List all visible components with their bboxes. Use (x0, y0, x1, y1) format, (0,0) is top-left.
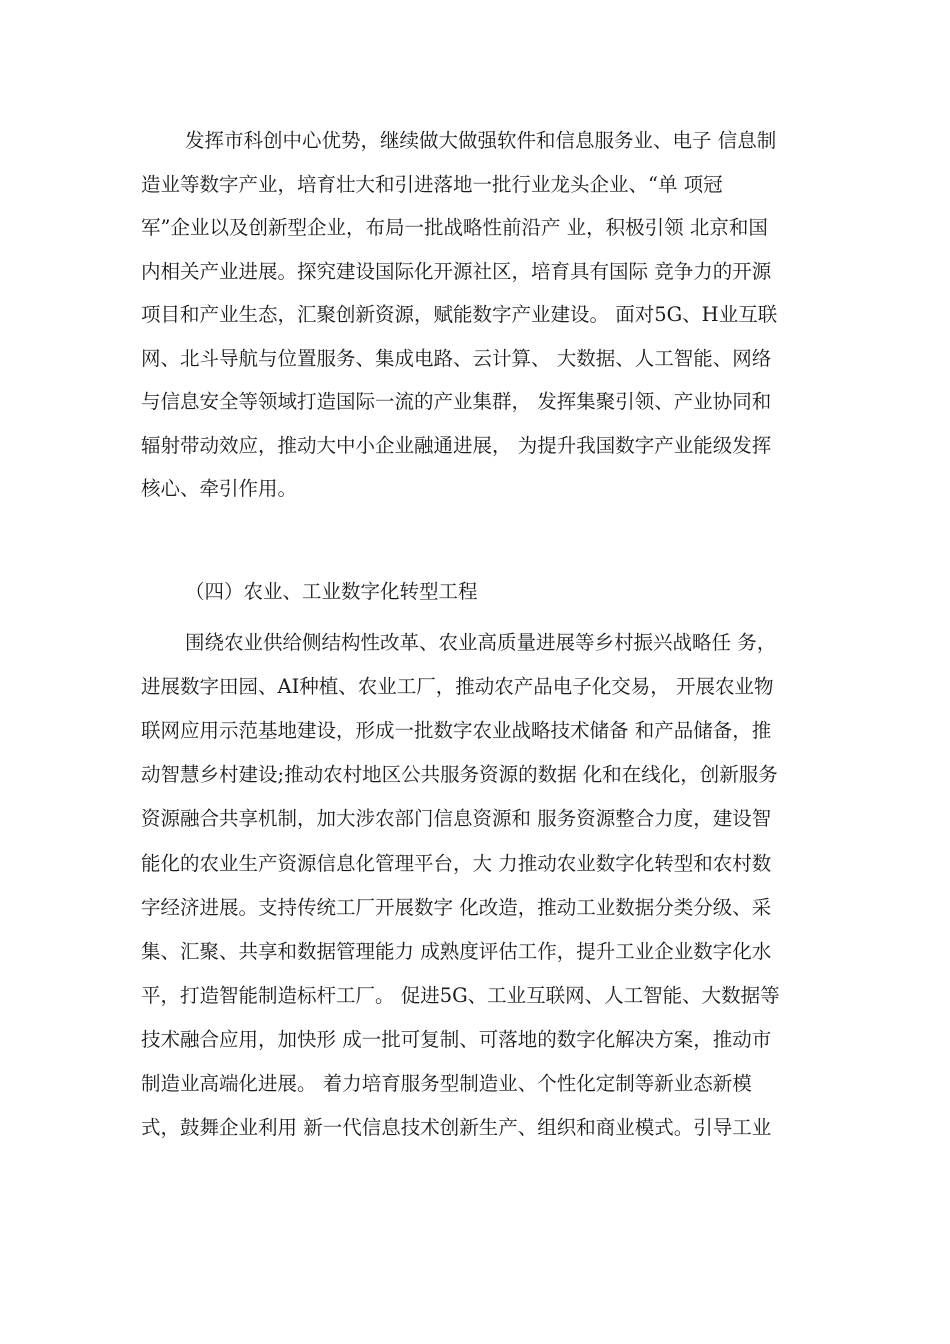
text-line: 军”企业以及创新型企业，布局一批战略性前沿产 业，积极引领 北京和国 (141, 216, 768, 239)
section-heading: （四）农业、工业数字化转型工程 (185, 580, 478, 603)
text-line: 动智慧乡村建设;推动农村地区公共服务资源的数据 化和在线化，创新服务 (141, 763, 778, 787)
text-line: 辐射带动效应，推动大中小企业融通进展， 为提升我国数字产业能级发挥 (141, 433, 772, 457)
text-line: 造业等数字产业，培育壮大和引进落地一批行业龙头企业、“单 项冠 (141, 172, 723, 196)
text-line: 围绕农业供给侧结构性改革、农业高质量进展等乡村振兴战略任 务， (185, 631, 777, 654)
text-line: 网、北斗导航与位置服务、集成电路、云计算、 大数据、人工智能、网络 (141, 346, 772, 370)
text-line: 平，打造智能制造标杆工厂。 促进5G、工业互联网、人工智能、大数据等 (141, 983, 780, 1007)
text-line: 能化的农业生产资源信息化管理平台，大 力推动农业数字化转型和农村数 (141, 851, 772, 875)
text-line: 项目和产业生态，汇聚创新资源，赋能数字产业建设。 面对5G、H业互联 (141, 303, 778, 326)
text-line: 集、汇聚、共享和数据管理能力 成熟度评估工作，提升工业企业数字化水 (141, 939, 772, 963)
text-line: 发挥市科创中心优势，继续做大做强软件和信息服务业、电子 信息制 (185, 129, 777, 152)
text-line: 资源融合共享机制，加大涉农部门信息资源和 服务资源整合力度，建设智 (141, 807, 772, 831)
text-line: 制造业高端化进展。 着力培育服务型制造业、个性化定制等新业态新模 (141, 1072, 752, 1095)
text-line: 进展数字田园、AI种植、农业工厂，推动农产品电子化交易， 开展农业物 (141, 675, 774, 699)
text-line: 核心、牵引作用。 (141, 477, 298, 500)
text-line: 与信息安全等领域打造国际一流的产业集群， 发挥集聚引领、产业协同和 (141, 390, 772, 413)
text-line: 联网应用示范基地建设，形成一批数字农业战略技术储备 和产品储备，推 (141, 719, 772, 743)
text-line: 式，鼓舞企业利用 新一代信息技术创新生产、组织和商业模式。引导工业 (141, 1116, 772, 1140)
text-line: 内相关产业进展。探究建设国际化开源社区，培育具有国际 竞争力的开源 (141, 259, 772, 283)
text-line: 字经济进展。支持传统工厂开展数字 化改造，推动工业数据分类分级、采 (141, 895, 772, 919)
text-line: 技术融合应用，加快形 成一批可复制、可落地的数字化解决方案，推动市 (141, 1027, 772, 1051)
